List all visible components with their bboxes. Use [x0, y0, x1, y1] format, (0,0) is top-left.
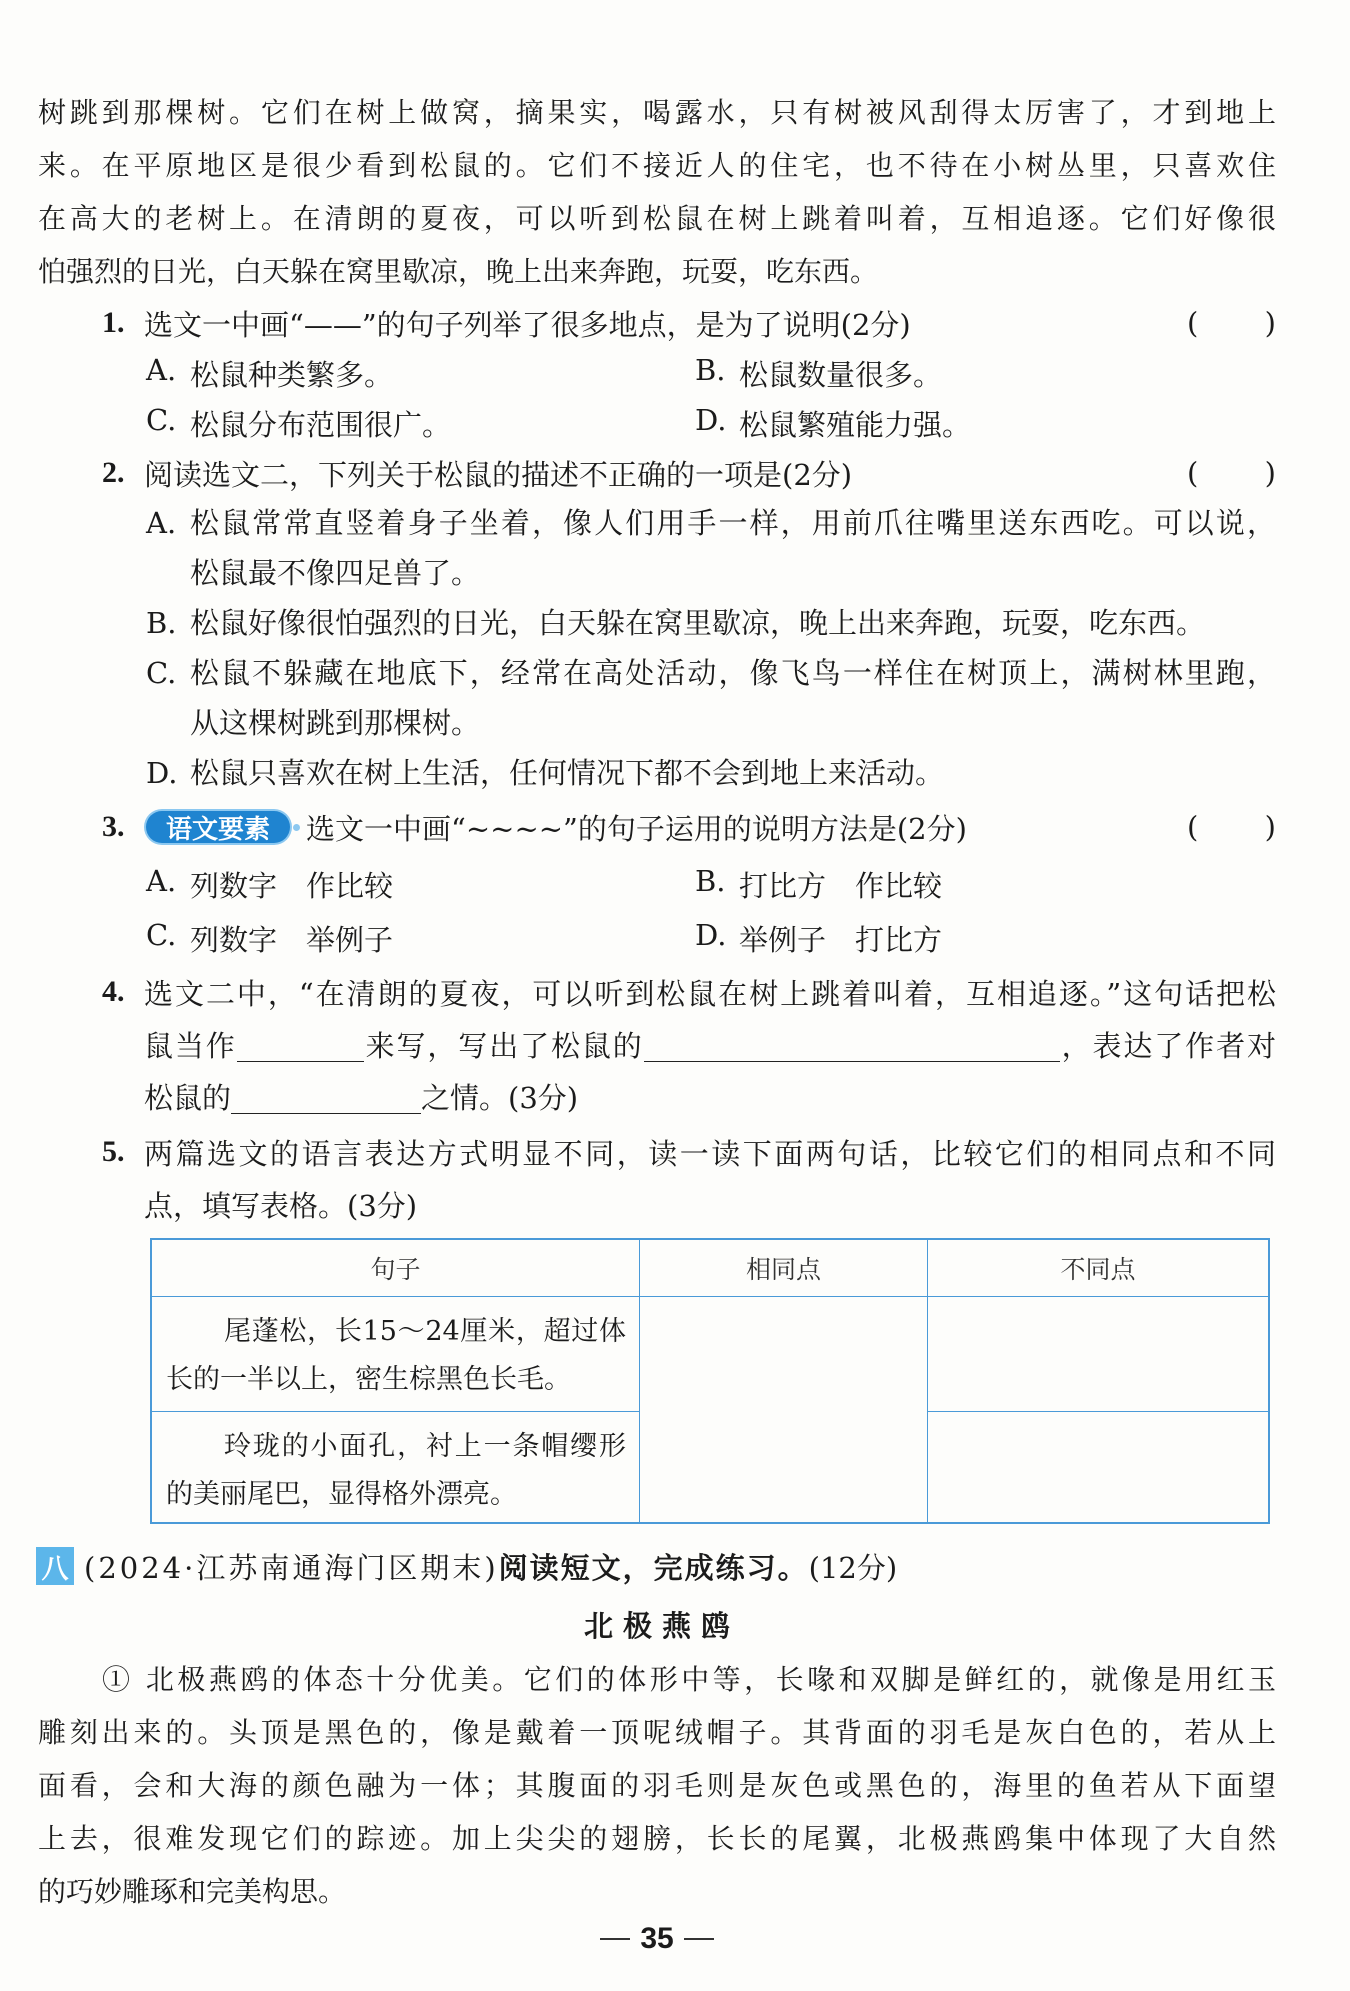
difference-answer-cell[interactable] [928, 1297, 1268, 1412]
section-8-heading [38, 1541, 1276, 1591]
passage-1 [38, 86, 1276, 298]
question-text: 阅读选文二，下列关于松鼠的描述不正确的一项是(2分) [144, 457, 853, 492]
option-letter: C. [146, 402, 177, 437]
answer-parentheses[interactable] [1187, 810, 1276, 844]
question-number: 2. [102, 456, 125, 489]
question-number: 1. [102, 306, 125, 339]
option-letter: B. [695, 352, 726, 387]
option-a [146, 864, 695, 905]
option-letter: C. [146, 656, 177, 690]
option-line: 松鼠只喜欢在树上生活，任何情况下都不会到地上来活动。 [190, 756, 945, 790]
passage-line: 树跳到那棵树。它们在树上做窝，摘果实，喝露水，只有树被风刮得太厉害了，才到地上 [38, 96, 1276, 129]
question-stem [38, 798, 1276, 856]
page-number [38, 1917, 1276, 1961]
source-text: (2024·江苏南通海门区期末) [84, 1550, 499, 1585]
option-text [190, 748, 1276, 798]
question-1 [38, 298, 1276, 448]
passage-line: 在高大的老树上。在清朗的夏夜，可以听到松鼠在树上跳着叫着，互相追逐。它们好像很 [38, 202, 1276, 235]
paren-open: ( [1187, 306, 1199, 340]
passage-2 [38, 1653, 1276, 1918]
sentence-line: 的美丽尾巴，显得格外漂亮。 [166, 1479, 517, 1510]
comparison-table [150, 1238, 1270, 1524]
passage-line: 雕刻出来的。头顶是黑色的，像是戴着一顶呢绒帽子。其背面的羽毛是灰白色的，若从上 [38, 1716, 1276, 1749]
text-segment: 松鼠的 [144, 1080, 232, 1115]
passage-line: 怕强烈的日光，白天躲在窝里歇凉，晚上出来奔跑，玩耍，吃东西。 [38, 255, 879, 288]
option-line: 松鼠最不像四足兽了。 [190, 556, 481, 590]
paren-close: ) [1264, 456, 1276, 490]
instruction-text: 阅读短文，完成练习。 [498, 1550, 809, 1585]
option-letter: A. [146, 352, 177, 387]
question-text [144, 1076, 1276, 1117]
option-line: 松鼠常常直竖着身子坐着，像人们用手一样，用前爪往嘴里送东西吃。可以说， [190, 506, 1276, 540]
badge-dot [293, 824, 300, 831]
question-stem [38, 298, 1276, 348]
option-b [695, 353, 1244, 394]
question-number: 4. [102, 975, 125, 1008]
option-text: 松鼠数量很多。 [739, 357, 943, 392]
similarity-answer-cell[interactable] [640, 1297, 928, 1522]
question-number: 3. [102, 810, 125, 843]
fill-blank[interactable] [237, 1031, 364, 1062]
table-header-similarity: 相同点 [640, 1240, 928, 1297]
option-letter: D. [146, 756, 178, 790]
option-a [38, 498, 1276, 598]
option-c [146, 918, 695, 959]
option-text [190, 648, 1276, 748]
option-text [190, 598, 1276, 648]
option-d [695, 403, 1244, 444]
dash-decoration [684, 1938, 714, 1940]
option-text: 列数字 作比较 [190, 868, 394, 903]
fill-blank[interactable] [644, 1031, 1060, 1062]
option-letter: C. [146, 917, 177, 952]
paren-close: ) [1264, 306, 1276, 340]
sentence-line: 长的一半以上，密生棕黑色长毛。 [166, 1364, 571, 1395]
option-row [38, 912, 1276, 964]
question-text [144, 1024, 1276, 1065]
option-a [146, 353, 695, 394]
text-segment: ，表达了作者对 [1059, 1028, 1276, 1063]
option-text: 列数字 举例子 [190, 922, 394, 957]
answer-parentheses[interactable] [1187, 456, 1276, 490]
passage-line: 的巧妙雕琢和完美构思。 [38, 1875, 347, 1908]
option-letter: D. [695, 917, 727, 952]
score-text: (12分) [808, 1550, 898, 1585]
option-line: 松鼠好像很怕强烈的日光，白天躲在窝里歇凉，晚上出来奔跑，玩耍，吃东西。 [190, 606, 1206, 640]
text-segment: 之情。(3分) [421, 1080, 579, 1115]
option-c [146, 403, 695, 444]
option-row [38, 348, 1276, 398]
option-b [695, 864, 1244, 905]
passage-line: 面看，会和大海的颜色融为一体；其腹面的羽毛则是灰色或黑色的，海里的鱼若从下面望 [38, 1769, 1276, 1802]
question-text: 点，填写表格。(3分) [144, 1188, 418, 1223]
sentence-line: 玲珑的小面孔，衬上一条帽缨形 [224, 1431, 626, 1462]
option-d [38, 748, 1276, 798]
sentence-line: 尾蓬松，长15～24厘米，超过体 [224, 1316, 626, 1347]
question-text: 选文一中画“~~~~”的句子运用的说明方法是(2分) [306, 811, 967, 846]
question-text: 选文二中，“在清朗的夏夜，可以听到松鼠在树上跳着叫着，互相追逐。”这句话把松 [144, 976, 1276, 1011]
option-letter: B. [146, 606, 177, 640]
section-number-badge: 八 [36, 1547, 74, 1585]
answer-parentheses[interactable] [1187, 306, 1276, 340]
text-segment: 来写，写出了松鼠的 [363, 1028, 644, 1063]
question-number: 5. [102, 1135, 125, 1168]
option-row [38, 398, 1276, 448]
passage-line: 上去，很难发现它们的踪迹。加上尖尖的翅膀，长长的尾翼，北极燕鸥集中体现了大自然 [38, 1822, 1276, 1855]
passage-line: ① 北极燕鸥的体态十分优美。它们的体形中等，长喙和双脚是鲜红的，就像是用红玉 [102, 1663, 1276, 1696]
paren-open: ( [1187, 456, 1199, 490]
paren-close: ) [1264, 810, 1276, 844]
question-text: 选文一中画“——”的句子列举了很多地点，是为了说明(2分) [144, 307, 911, 342]
option-text: 打比方 作比较 [739, 868, 943, 903]
option-b [38, 598, 1276, 648]
worksheet-page [38, 86, 1276, 1918]
option-d [695, 918, 1244, 959]
question-line [38, 966, 1276, 1018]
question-5 [38, 1126, 1276, 1230]
question-4 [38, 966, 1276, 1122]
option-c [38, 648, 1276, 748]
option-text [190, 498, 1276, 598]
option-letter: B. [695, 863, 726, 898]
difference-answer-cell[interactable] [928, 1412, 1268, 1522]
option-letter: D. [695, 402, 727, 437]
option-text: 松鼠种类繁多。 [190, 357, 394, 392]
table-sentence-cell [152, 1412, 640, 1522]
table-sentence-cell [152, 1297, 640, 1412]
dash-decoration [600, 1938, 630, 1940]
page-number-value: 35 [640, 1922, 674, 1955]
question-line [38, 1126, 1276, 1178]
table-header-difference: 不同点 [928, 1240, 1268, 1297]
passage-line: 来。在平原地区是很少看到松鼠的。它们不接近人的住宅，也不待在小树丛里，只喜欢住 [38, 149, 1276, 182]
question-line [38, 1070, 1276, 1122]
option-letter: A. [146, 506, 177, 540]
paren-open: ( [1187, 810, 1199, 844]
question-line [38, 1018, 1276, 1070]
option-letter: A. [146, 863, 177, 898]
question-2 [38, 448, 1276, 798]
option-text: 松鼠繁殖能力强。 [739, 407, 972, 442]
question-3 [38, 798, 1276, 964]
key-element-badge: 语文要素 [146, 811, 290, 843]
question-line [38, 1178, 1276, 1230]
passage-2-title: 北极燕鸥 [583, 1609, 740, 1643]
table-header-sentence: 句子 [152, 1240, 640, 1297]
question-text: 两篇选文的语言表达方式明显不同，读一读下面两句话，比较它们的相同点和不同 [144, 1136, 1276, 1171]
question-stem [38, 448, 1276, 498]
option-text: 松鼠分布范围很广。 [190, 407, 452, 442]
fill-blank[interactable] [231, 1083, 421, 1114]
text-segment: 鼠当作 [144, 1028, 237, 1063]
option-line: 松鼠不躲藏在地底下，经常在高处活动，像飞鸟一样住在树顶上，满树林里跑， [190, 656, 1276, 690]
option-text: 举例子 打比方 [739, 922, 943, 957]
option-line: 从这棵树跳到那棵树。 [190, 706, 481, 740]
option-row [38, 856, 1276, 912]
